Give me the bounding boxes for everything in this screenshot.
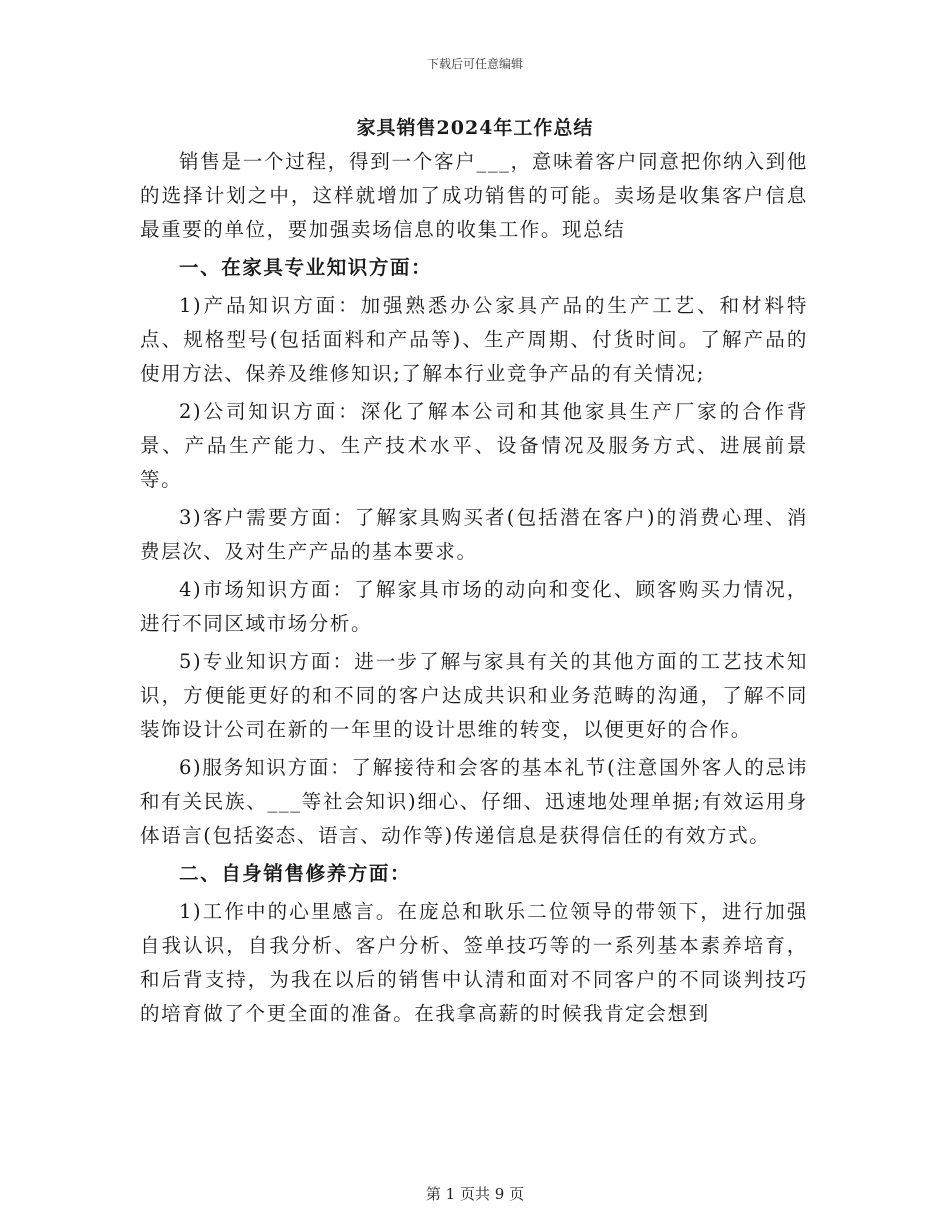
section-heading-2: 二、自身销售修养方面： [179,862,412,886]
page-indicator: 第 1 页共 9 页 [425,1185,525,1203]
paragraph-service-knowledge: 6)服务知识方面：了解接待和会客的基本礼节(注意国外客人的忌讳和有关民族、___等社会知识)细心、仔细、迅速地处理单据;有效运用身体语言(包括姿态、语言、动作等)传递信息是获得信任的有效方式。 [140,755,808,848]
header-note: 下载后可任意编辑 [426,57,523,71]
paragraph-company-knowledge: 2)公司知识方面：深化了解本公司和其他家具生产厂家的合作背景、产品生产能力、生产技术水平、设备情况及服务方式、进展前景等。 [140,399,808,492]
paragraph-market-knowledge: 4)市场知识方面：了解家具市场的动向和变化、顾客购买力情况，进行不同区域市场分析。 [140,577,808,636]
document-body [140,145,808,1035]
paragraph-customer-needs: 3)客户需要方面：了解家具购买者(包括潜在客户)的消费心理、消费层次、及对生产产品的基本要求。 [140,506,808,564]
document-title: 家具销售2024年工作总结 [356,117,594,139]
section-heading-1: 一、在家具专业知识方面： [179,256,433,280]
paragraph-work-reflection: 1)工作中的心里感言。在庞总和耿乐二位领导的带领下，进行加强自我认识，自我分析、客户分析、签单技巧等的一系列基本素养培育，和后背支持，为我在以后的销售中认清和面对不同客户的不同谈判技巧的培育做了个更全面的准备。在我拿高薪的时候我肯定会想到 [140,899,808,1026]
paragraph-product-knowledge: 1)产品知识方面：加强熟悉办公家具产品的生产工艺、和材料特点、规格型号(包括面料和产品等)、生产周期、付货时间。了解产品的使用方法、保养及维修知识;了解本行业竞争产品的有关情况; [140,293,808,386]
intro-paragraph: 销售是一个过程，得到一个客户___，意味着客户同意把你纳入到他的选择计划之中，这样就增加了成功销售的可能。卖场是收集客户信息最重要的单位，要加强卖场信息的收集工作。现总结 [140,150,808,242]
paragraph-professional-knowledge: 5)专业知识方面：进一步了解与家具有关的其他方面的工艺技术知识，方便能更好的和不同的客户达成共识和业务范畴的沟通，了解不同装饰设计公司在新的一年里的设计思维的转变，以便更好的合作。 [140,649,808,742]
